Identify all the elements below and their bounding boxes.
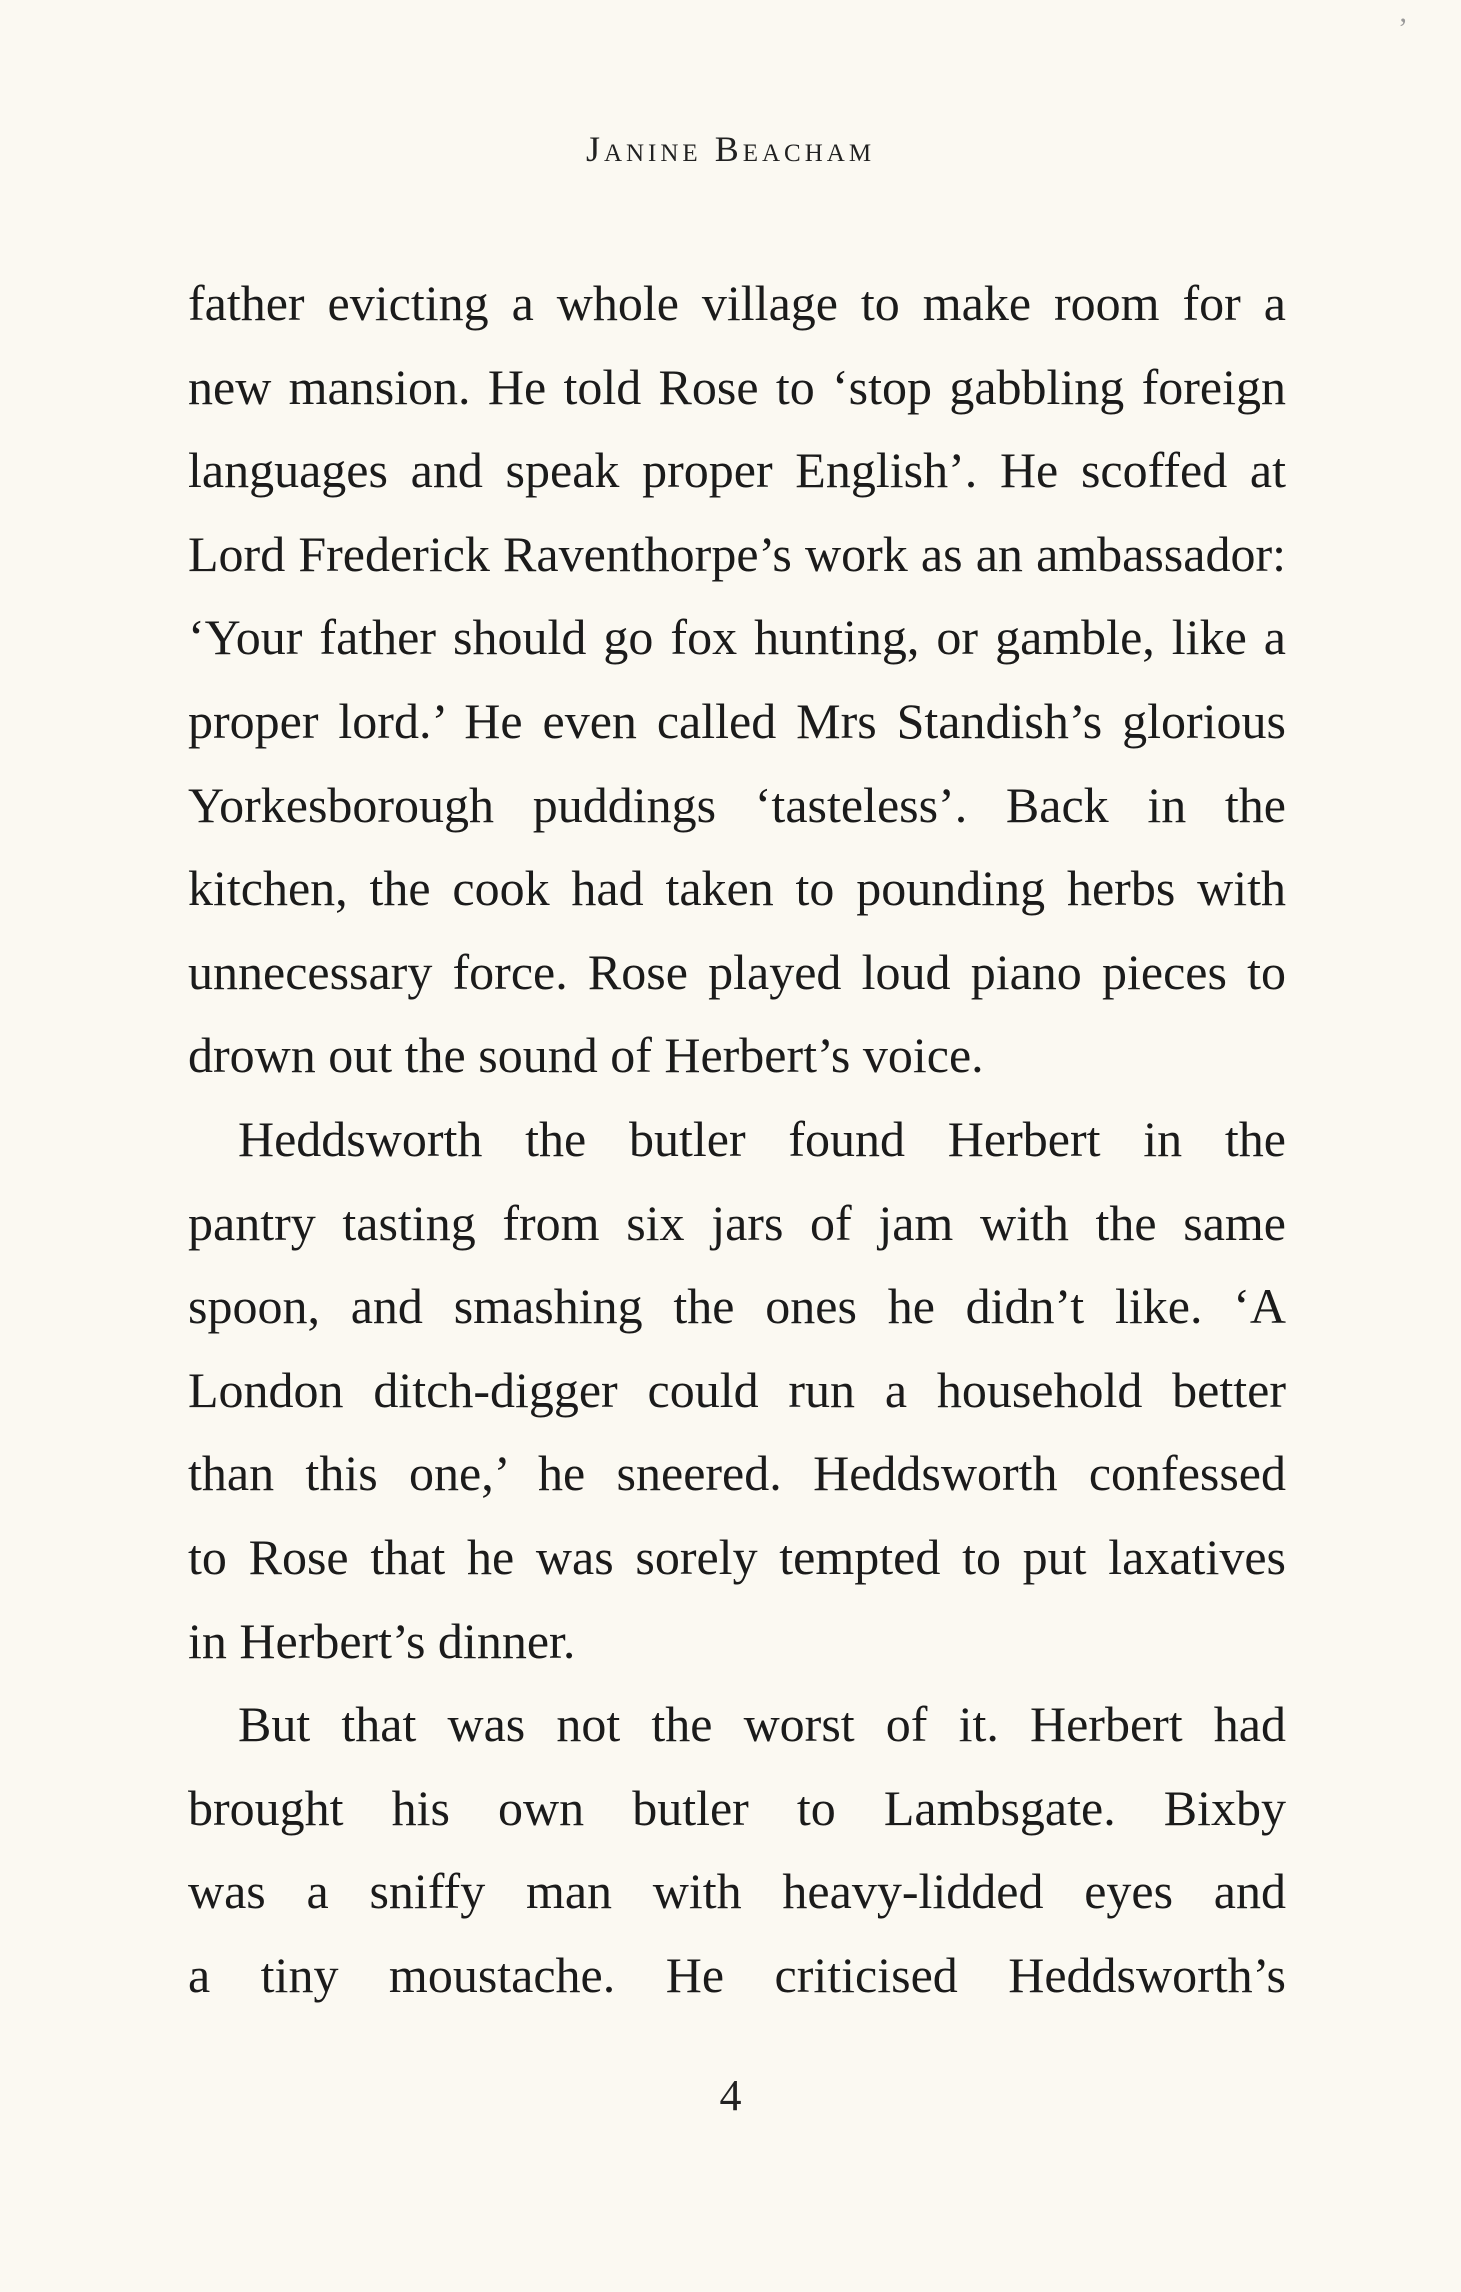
text-line: spoon, and smashing the ones he didn’t like. ‘A xyxy=(188,1278,1286,1335)
text-line: drown out the sound of Herbert’s voice. xyxy=(188,1027,984,1084)
text-line: was a sniffy man with heavy-lidded eyes and xyxy=(188,1863,1286,1920)
text-line: a tiny moustache. He criticised Heddsworth’s xyxy=(188,1946,1286,2003)
paragraph xyxy=(188,1098,1286,1683)
paragraph xyxy=(188,262,1286,1098)
text-line: Yorkesborough puddings ‘tasteless’. Back in the xyxy=(188,776,1286,833)
text-line: brought his own butler to Lambsgate. Bixby xyxy=(188,1779,1286,1836)
text-line: languages and speak proper English’. He scoffed at xyxy=(188,442,1286,499)
text-line: than this one,’ he sneered. Heddsworth confessed xyxy=(188,1445,1286,1502)
page-number: 4 xyxy=(719,2071,742,2120)
running-head: Janine Beacham xyxy=(585,129,876,169)
text-line: in Herbert’s dinner. xyxy=(188,1612,576,1669)
text-line: unnecessary force. Rose played loud piano pieces to xyxy=(188,943,1286,1000)
text-line: But that was not the worst of it. Herbert had xyxy=(238,1696,1286,1753)
scan-mark: ’ xyxy=(1398,12,1408,45)
paragraph xyxy=(188,1683,1286,2017)
body-text xyxy=(188,262,1286,2017)
text-line: Heddsworth the butler found Herbert in the xyxy=(238,1110,1286,1167)
text-line: Lord Frederick Raventhorpe’s work as an ambassador: xyxy=(188,525,1286,582)
text-line: new mansion. He told Rose to ‘stop gabbling foreign xyxy=(188,358,1286,415)
text-line: father evicting a whole village to make room for a xyxy=(188,275,1286,331)
text-line: to Rose that he was sorely tempted to put laxatives xyxy=(188,1528,1286,1585)
text-line: pantry tasting from six jars of jam with the same xyxy=(188,1194,1286,1251)
text-line: proper lord.’ He even called Mrs Standish’s glorious xyxy=(188,692,1286,749)
text-line: London ditch-digger could run a household better xyxy=(188,1361,1286,1418)
text-line: kitchen, the cook had taken to pounding herbs with xyxy=(188,860,1286,917)
text-line: ‘Your father should go fox hunting, or gamble, like a xyxy=(188,609,1286,666)
